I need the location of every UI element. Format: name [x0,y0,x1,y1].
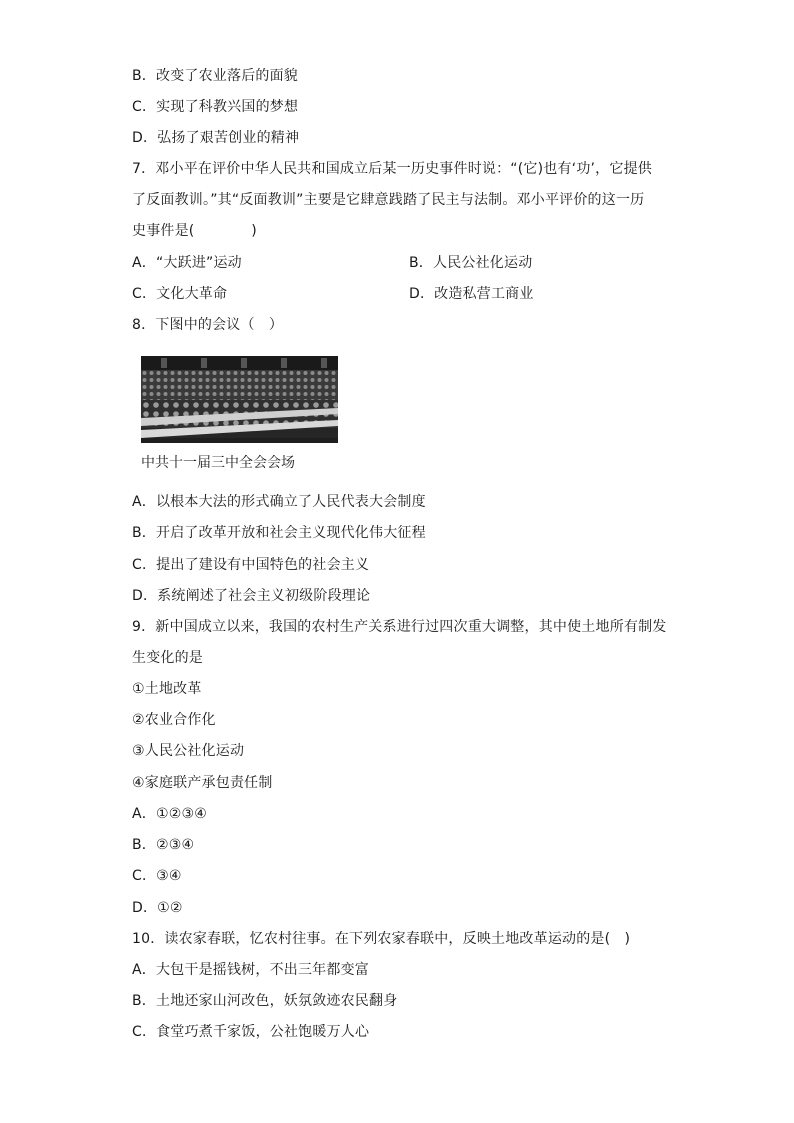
q9-stem-line2: 生变化的是 [132,650,203,666]
q8-option-c: C．提出了建设有中国特色的社会主义 [132,557,370,573]
q7-stem-line1: 7．邓小平在评价中华人民共和国成立后某一历史事件时说：“(它)也有‘功’，它提供 [132,161,652,177]
q8-option-a: A．以根本大法的形式确立了人民代表大会制度 [132,494,426,510]
q9-option-a: A．①②③④ [132,806,207,822]
q6-option-d: D．弘扬了艰苦创业的精神 [132,130,300,146]
q7-option-a: A．“大跃进”运动 [132,255,242,271]
q8-option-b: B．开启了改革开放和社会主义现代化伟大征程 [132,525,426,541]
q9-item-3: ③人民公社化运动 [132,743,245,759]
q9-item-2: ②农业合作化 [132,712,216,728]
q10-option-c: C．食堂巧煮千家饭，公社饱暖万人心 [132,1024,370,1040]
q7-option-b: B．人民公社化运动 [409,255,533,271]
q7-option-d: D．改造私营工商业 [409,286,534,302]
q6-option-c: C．实现了科教兴国的梦想 [132,99,299,115]
photo-caption: 中共十一届三中全会会场 [141,455,295,471]
q9-option-c: C．③④ [132,868,182,884]
q10-option-a: A．大包干是摇钱树，不出三年都变富 [132,962,369,978]
q10-stem: 10．读农家春联，忆农村往事。在下列农家春联中，反映土地改革运动的是( ) [132,931,631,947]
q8-option-d: D．系统阐述了社会主义初级阶段理论 [132,588,371,604]
q9-option-b: B．②③④ [132,837,195,853]
q10-option-b: B．土地还家山河改色，妖氛敛迹农民翻身 [132,993,398,1009]
q9-item-1: ①土地改革 [132,681,202,697]
q6-option-b: B．改变了农业落后的面貌 [132,68,299,84]
q7-stem-line2: 了反面教训。”其“反面教训”主要是它肆意践踏了民主与法制。邓小平评价的这一历 [132,192,645,208]
q9-option-d: D．①② [132,900,183,916]
q8-stem: 8．下图中的会议（ ） [132,317,284,333]
q9-stem-line1: 9．新中国成立以来，我国的农村生产关系进行过四次重大调整，其中使土地所有制发 [132,619,667,635]
q9-item-4: ④家庭联产承包责任制 [132,775,273,791]
conference-photo [141,356,338,443]
q7-stem-line3: 史事件是( ) [132,223,257,239]
q7-option-c: C．文化大革命 [132,286,228,302]
